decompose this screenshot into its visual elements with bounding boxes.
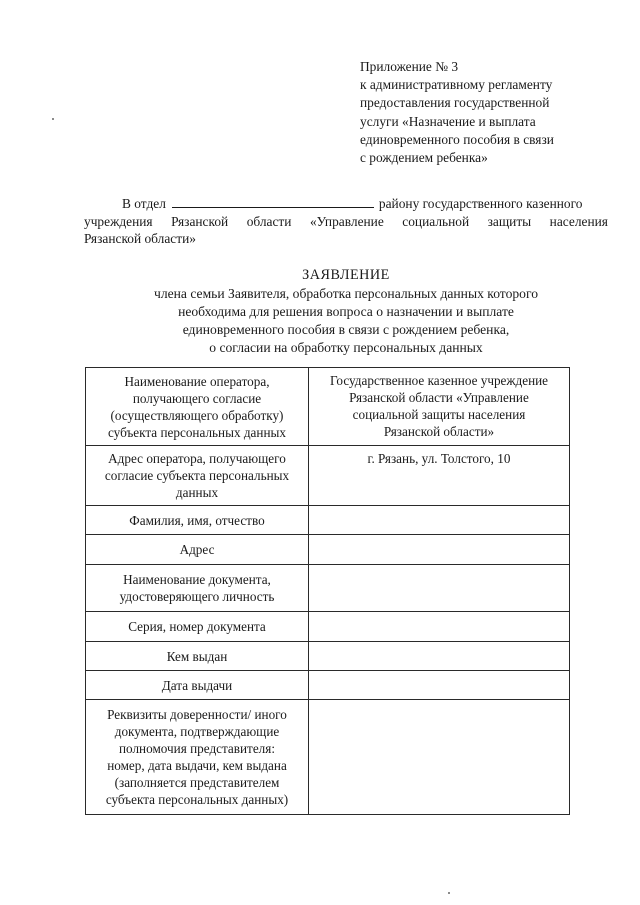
statement-subtitle-line: члена семьи Заявителя, обработка персональных данных которого [153, 286, 538, 301]
operator-name-label [86, 368, 309, 446]
address-field[interactable] [309, 535, 570, 565]
department-suffix: району государственного казенного [378, 196, 583, 211]
document-number-label [86, 612, 309, 642]
full-name-label [86, 506, 309, 535]
label-line: Кем выдан [166, 648, 228, 664]
table-row [86, 506, 570, 535]
department-word: «Управление [309, 213, 384, 229]
issue-date-field[interactable] [309, 671, 570, 700]
label-line: (осуществляющего обработку) [110, 407, 284, 423]
value-line: г. Рязань, ул. Толстого, 10 [367, 451, 511, 466]
department-word: учреждения [84, 213, 153, 229]
table-row [86, 446, 570, 506]
label-line: субъекта персональных данных) [105, 792, 289, 807]
table-row [86, 612, 570, 642]
label-line: Серия, номер документа [128, 619, 266, 634]
scan-speck [448, 892, 450, 894]
full-name-field[interactable] [309, 506, 570, 535]
label-line: Дата выдачи [161, 677, 233, 693]
appendix-line: Приложение № 3 [360, 59, 459, 74]
department-addressee [84, 195, 608, 248]
statement-heading [84, 266, 608, 357]
department-line-3: Рязанской области» [84, 231, 196, 246]
label-line: удостоверяющего личность [119, 589, 275, 604]
label-line: (заполняется представителем [114, 775, 280, 790]
operator-name-value [309, 368, 570, 446]
label-line: субъекта персональных данных [108, 424, 286, 440]
operator-address-label [86, 446, 309, 506]
issued-by-label [86, 642, 309, 671]
label-line: Наименование оператора, [124, 373, 270, 389]
department-word: области [246, 213, 292, 229]
value-line: Рязанской области» [383, 424, 495, 439]
id-document-label [86, 565, 309, 612]
appendix-line: услуги «Назначение и выплата [360, 113, 536, 129]
label-line: согласие субъекта персональных [104, 468, 290, 483]
address-label [86, 535, 309, 565]
value-line: Рязанской области «Управление [349, 390, 529, 405]
label-line: Реквизиты доверенности/ иного [107, 707, 287, 722]
department-word: Рязанской [171, 213, 229, 229]
operator-address-value [309, 446, 570, 506]
appendix-line: с рождением ребенка» [360, 150, 488, 166]
department-prefix: В отдел [122, 196, 166, 211]
issue-date-label [86, 671, 309, 700]
label-line: Наименование документа, [123, 572, 271, 587]
appendix-header [360, 58, 620, 167]
statement-subtitle-line: необходима для решения вопроса о назначении и выплате [178, 304, 514, 319]
label-line: Адрес [179, 542, 215, 557]
department-word: населения [549, 213, 608, 229]
power-of-attorney-label [86, 700, 309, 815]
value-line: социальной защиты населения [352, 407, 526, 422]
id-document-field[interactable] [309, 565, 570, 612]
label-line: данных [175, 485, 219, 500]
table-row [86, 368, 570, 446]
department-word: социальной [402, 213, 470, 229]
statement-subtitle-line: о согласии на обработку персональных данных [209, 340, 483, 355]
table-row [86, 700, 570, 815]
table-row [86, 671, 570, 700]
table-row [86, 642, 570, 671]
appendix-line: предоставления государственной [360, 95, 550, 111]
statement-title: ЗАЯВЛЕНИЕ [302, 267, 390, 283]
table-row [86, 565, 570, 612]
department-line-2 [84, 213, 608, 231]
label-line: Фамилия, имя, отчество [129, 512, 265, 528]
power-of-attorney-field[interactable] [309, 700, 570, 815]
label-line: полномочия представителя: [119, 741, 275, 756]
consent-form-table [85, 367, 570, 815]
issued-by-field[interactable] [309, 642, 570, 671]
statement-subtitle-line: единовременного пособия в связи с рождением ребенка, [182, 322, 510, 337]
document-number-field[interactable] [309, 612, 570, 642]
scan-speck [52, 118, 54, 120]
appendix-line: к административному регламенту [360, 77, 553, 93]
department-line-1 [84, 195, 608, 213]
value-line: Государственное казенное учреждение [329, 373, 549, 388]
table-row [86, 535, 570, 565]
department-blank-field[interactable] [172, 195, 374, 208]
label-line: получающего согласие [132, 390, 262, 406]
label-line: номер, дата выдачи, кем выдана [107, 758, 287, 773]
appendix-line: единовременного пособия в связи [360, 131, 554, 147]
label-line: Адрес оператора, получающего [108, 451, 286, 466]
label-line: документа, подтверждающие [114, 724, 280, 739]
department-word: защиты [487, 213, 532, 229]
